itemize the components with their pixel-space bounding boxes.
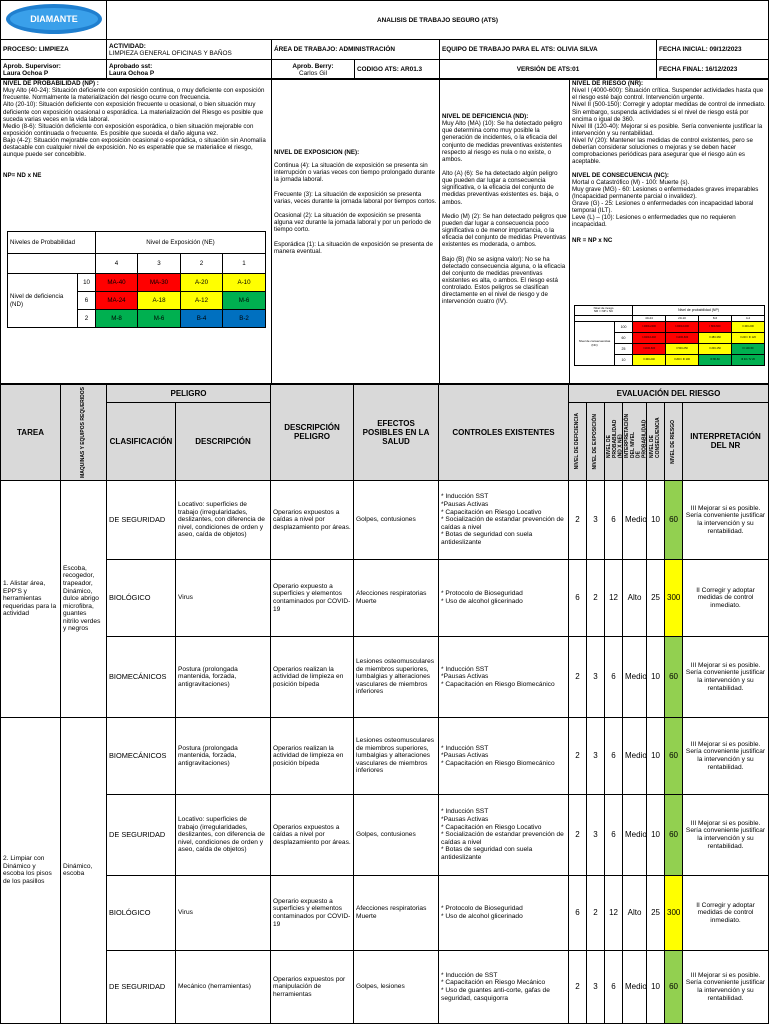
nc-value: 25 (647, 559, 665, 636)
ne-value: 3 (587, 794, 605, 875)
th-interp-np-cell (623, 403, 647, 481)
aprob-berry-cell (272, 60, 355, 80)
nd-2: 2 (78, 310, 96, 328)
th-nd-cell (569, 403, 587, 481)
health-effects: Afecciones respiratorias Muerte (354, 559, 439, 636)
health-effects: Afecciones respiratorias Muerte (354, 875, 439, 950)
nr-title: NIVEL DE RIESGO (NR): (572, 80, 644, 87)
codigo-ats: CODIGO ATS: AR01.3 (355, 60, 440, 80)
nr-value: 300 (665, 875, 683, 950)
nc-value: 10 (647, 950, 665, 1023)
hazard-detail: Operarios expuestos a caídas a nivel por desplazamiento por áreas. (271, 480, 354, 559)
th-ne: NIVEL DE EXPOSICIÓN (591, 413, 598, 470)
mini-np-col: 8-6 (699, 315, 732, 321)
nd-value: 6 (569, 559, 587, 636)
np-interpretation: Medio (623, 480, 647, 559)
ne-value: 3 (587, 717, 605, 794)
np-interpretation: Medio (623, 794, 647, 875)
table-row (1, 950, 769, 1023)
mini-cell: II 200 / III 100 (666, 355, 699, 366)
th-maquinas-cell (61, 385, 107, 481)
np-interpretation: Alto (623, 875, 647, 950)
th-tarea: TAREA (1, 385, 61, 481)
mini-cell: I 1200-600 (666, 333, 699, 344)
mini-cell: II 400-240 (633, 355, 666, 366)
ne-title: NIVEL DE EXPOSICION (NE): (274, 149, 360, 156)
task-equipment: Escoba, recogedor, trapeador, Dinámico, dulce abrigo microfibra, guantes nitrilo verdes y negros (61, 480, 107, 717)
logo-cell (1, 1, 107, 40)
np-cell (1, 79, 272, 384)
hazard-detail: Operarios expuestos a caídas a nivel por desplazamiento por áreas. (271, 794, 354, 875)
classification: DE SEGURIDAD (107, 480, 176, 559)
mini-nc: 10 (615, 355, 633, 366)
header-table (0, 0, 769, 80)
th-interp-np: INTERPRETACIÓN DEL NIVEL DE PROBABILIDAD (624, 414, 648, 459)
table-row (1, 794, 769, 875)
existing-controls: * Inducción SST *Pausas Activas * Capacitación en Riesgo Biomecánico (439, 717, 569, 794)
nr-interpretation: III Mejorar si es posible. Sería conveniente justificar la intervención y su rentabilidad. (683, 636, 769, 717)
matrix-cell: A-12 (181, 292, 223, 310)
fecha-inicial: FECHA INICIAL: 09/12/2023 (657, 40, 769, 60)
matrix-side-label: Nivel de deficiencia (ND) (8, 274, 78, 328)
mini-cell: I 4000-2400 (633, 322, 666, 333)
th-ne-cell (587, 403, 605, 481)
matrix-cell: MA-24 (96, 292, 138, 310)
np-formula: NP= ND x NE (3, 172, 42, 180)
hazard-description: Virus (176, 875, 271, 950)
np-value: 12 (605, 875, 623, 950)
th-nr-cell (665, 403, 683, 481)
hazard-description: Postura (prolongada mantenida, forzada, antigravitaciones) (176, 636, 271, 717)
np-value: 6 (605, 636, 623, 717)
matrix-cell: A-20 (181, 274, 223, 292)
np-interpretation: Medio (623, 950, 647, 1023)
matrix-cell: MA-40 (96, 274, 138, 292)
ne-value: 3 (587, 950, 605, 1023)
nd-value: 2 (569, 480, 587, 559)
np-value: 6 (605, 480, 623, 559)
nc-value: 25 (647, 875, 665, 950)
mini-cell: I 800-600 (699, 322, 732, 333)
aprob-berry-value: Carlos Gil (298, 69, 328, 77)
table-row (1, 480, 769, 559)
nr-value: 60 (665, 950, 683, 1023)
mini-cell: II 480-360 (699, 333, 732, 344)
matrix-cell: MA-30 (138, 274, 181, 292)
actividad-label: ACTIVIDAD: (109, 42, 146, 50)
mini-cell: II 240 / III 120 (732, 333, 765, 344)
aprobado-sst-value: Laura Ochoa P (109, 69, 155, 77)
hazard-description: Locativo: superficies de trabajo (irregularidades, deslizantes, con diferencia de nivel, condiciones de orden y aseo, caída de objetos) (176, 794, 271, 875)
risk-mini-matrix (574, 305, 765, 366)
exposure-2: 2 (181, 254, 223, 274)
nc-text: Mortal o Catastrófico (M) - 100: Muerte (s). Muy grave (MG) - 60: Lesiones o enfermedades graves irreparables (Incapacidad permanente parcial o invalidez). Grave (G) - 25: Lesiones o enfermedades con incapacidad laboral temporal (ILT). Leve (L) – (10): Lesiones o enfermedades que no requieren incapacidad. (572, 178, 759, 229)
th-nr: NIVEL DE RIESGO (669, 419, 676, 464)
mini-cell: II 200-150 (699, 344, 732, 355)
nc-title: NIVEL DE CONSECUENCIA (NC): (572, 171, 669, 179)
matrix-cell: A-18 (138, 292, 181, 310)
hazard-description: Virus (176, 559, 271, 636)
mini-np-header: Nivel de probabilidad (NP) (633, 306, 765, 316)
classification: DE SEGURIDAD (107, 950, 176, 1023)
nr-interpretation: II Corregir y adoptar medidas de control inmediato. (683, 559, 769, 636)
nd-value: 2 (569, 794, 587, 875)
hazard-detail: Operarios realizan la actividad de limpieza en posición bípeda (271, 717, 354, 794)
actividad-value: LIMPIEZA GENERAL OFICINAS Y BAÑOS (109, 49, 232, 57)
np-interpretation: Medio (623, 717, 647, 794)
probability-matrix (7, 231, 266, 328)
nr-cell (570, 79, 769, 384)
matrix-cell: B-2 (223, 310, 266, 328)
nr-text: Nivel I (4000-600): Situación crítica. Suspender actividades hasta que el riesgo esté bajo control. Intervención urgente. Nivel II (500-150): Corregir y adoptar medidas de control de inmediato. Sin embargo, suspenda actividades si el nivel de riesgo está por encima o igual de 360. Nivel III (120-40): Mejorar si es posible. Sería conveniente justificar la intervención y su rentabilidad. Nivel IV (20): Mantener las medidas de control existentes, pero se deberían considerar soluciones o mejoras y se deben hacer comprobaciones periódicas para asegurar que el riesgo aún es aceptable. (572, 87, 766, 166)
info-table (0, 78, 769, 384)
classification: BIOMECÁNICOS (107, 636, 176, 717)
mini-cell: III 100-50 (732, 344, 765, 355)
nr-value: 300 (665, 559, 683, 636)
th-desc-peligro: DESCRIPCIÓN PELIGRO (271, 385, 354, 481)
matrix-cell: M-6 (138, 310, 181, 328)
nd-value: 2 (569, 636, 587, 717)
th-evaluacion: EVALUACIÓN DEL RIESGO (569, 385, 769, 403)
nr-formula: NR = NP x NC (572, 236, 613, 244)
ne-text: Continua (4): La situación de exposición se presenta sin interrupción o varias veces con tiempo prolongado durante la jornada laboral. Frecuente (3): La situación de exposición se presenta varias, veces durante la jornada laboral por tiempos cortos. Ocasional (2): La situación de exposición se presenta alguna vez durante la jornada laboral y por un período de tiempo corto. Esporádica (1): La situación de exposición se presenta de manera eventual. (274, 162, 437, 255)
th-interp-nr: INTERPRETACIÓN DEL NR (683, 403, 769, 481)
nr-interpretation: III Mejorar si es posible. Sería conveniente justificar la intervención y su rentabilidad. (683, 717, 769, 794)
nr-value: 60 (665, 480, 683, 559)
ne-value: 3 (587, 636, 605, 717)
existing-controls: * Inducción SST *Pausas Activas * Capacitación en Riesgo Locativo * Socialización de estandar prevención de caídas a nivel * Botas de seguridad con suela antideslizante (439, 480, 569, 559)
nr-value: 60 (665, 636, 683, 717)
nd-value: 2 (569, 717, 587, 794)
ne-value: 2 (587, 559, 605, 636)
aprob-berry-label: Aprob. Berry: (292, 62, 334, 70)
np-value: 6 (605, 717, 623, 794)
nd-value: 6 (569, 875, 587, 950)
mini-title: Nivel de riesgo NR = NP x NC (575, 306, 633, 316)
th-nc: NIVEL DE CONSECUENCIA (648, 417, 661, 459)
table-row (1, 717, 769, 794)
nd-text: Muy Alto (MA) (10): Se ha detectado peligro que determina como muy posible la generación de incidentes, o la eficacia del conjunto de medidas preventivas existentes respecto al riesgo es nula o no existe, o ambos. Alto (A) (6): Se ha detectado algún peligro que pueden dar lugar a consecuencia significativa, o la eficacia del conjunto de medidas preventivas existentes es. baja, o ambos. Medio (M) (2): Se han detectado peligros que pueden dar lugar a consecuencia poco significativa o de menor importancia, o la eficacia del conjunto de medidas Preventivas existentes es moderada, o ambos. Bajo (B) (No se asigna valor): No se ha detectado consecuencia alguna, o la eficacia del conjunto de medidas preventivas existentes es alta, o ambos. El riesgo está controlado. Estos peligros se clasifican directamente en el nivel de riesgo y de intervención cuatro (IV). (442, 120, 567, 306)
matrix-empty (8, 254, 96, 274)
document-title: ANALISIS DE TRABAJO SEGURO (ATS) (107, 1, 769, 40)
health-effects: Golpes, contusiones (354, 480, 439, 559)
table-row (1, 559, 769, 636)
mini-np-col: 4-2 (732, 315, 765, 321)
exposure-1: 1 (223, 254, 266, 274)
nr-value: 60 (665, 717, 683, 794)
logo-text: DIAMANTE (29, 14, 78, 24)
th-nc-cell (647, 403, 665, 481)
th-efectos: EFECTOS POSIBLES EN LA SALUD (354, 385, 439, 481)
ne-value: 3 (587, 480, 605, 559)
nr-interpretation: III Mejorar si es posible. Sería conveniente justificar la intervención y su rentabilidad. (683, 480, 769, 559)
nr-interpretation: II Corregir y adoptar medidas de control inmediato. (683, 875, 769, 950)
task-rows (1, 480, 769, 1023)
aprobado-sst-label: Aprobado sst: (109, 62, 153, 70)
hazard-detail: Operario expuesto a superficies y elementos contaminados por COVID-19 (271, 875, 354, 950)
hazard-description: Postura (prolongada mantenida, forzada, antigravitaciones) (176, 717, 271, 794)
health-effects: Golpes, lesiones (354, 950, 439, 1023)
mini-cell: III 80-60 (699, 355, 732, 366)
mini-cell: I 2400-1440 (633, 333, 666, 344)
classification: BIOMECÁNICOS (107, 717, 176, 794)
hazard-detail: Operario expuesto a superficies y elementos contaminados por COVID-19 (271, 559, 354, 636)
hazard-description: Mecánico (herramientas) (176, 950, 271, 1023)
matrix-row-header: Niveles de Probabilidad (8, 232, 96, 254)
mini-cell: I 2000-1000 (666, 322, 699, 333)
fecha-final: FECHA FINAL: 16/12/2023 (657, 60, 769, 80)
th-controles: CONTROLES EXISTENTES (439, 385, 569, 481)
th-peligro: PELIGRO (107, 385, 271, 403)
existing-controls: * Inducción SST *Pausas Activas * Capacitación en Riesgo Locativo * Socialización de estandar prevención de caídas a nivel * Botas de seguridad con suela antideslizante (439, 794, 569, 875)
nd-cell (440, 79, 570, 384)
existing-controls: * Inducción SST *Pausas Activas * Capacitación en Riesgo Biomecánico (439, 636, 569, 717)
nr-value: 60 (665, 794, 683, 875)
task-equipment: Dinámico, escoba (61, 717, 107, 1023)
matrix-cell: B-4 (181, 310, 223, 328)
hazard-detail: Operarios expuestos por manipulación de herramientas (271, 950, 354, 1023)
nr-interpretation: III Mejorar si es posible. Sería conveniente justificar la intervención y su rentabilidad. (683, 950, 769, 1023)
matrix-cell: M-6 (223, 292, 266, 310)
existing-controls: * Protocolo de Bioseguridad * Uso de alcohol glicerinado (439, 559, 569, 636)
matrix-col-header: Nivel de Exposición (NE) (96, 232, 266, 254)
risk-table (0, 384, 769, 1024)
np-interpretation: Alto (623, 559, 647, 636)
mini-cell: I 1000-600 (633, 344, 666, 355)
np-value: 6 (605, 950, 623, 1023)
area-trabajo: ÁREA DE TRABAJO: ADMINISTRACIÓN (272, 40, 440, 60)
nc-value: 10 (647, 636, 665, 717)
classification: BIOLÓGICO (107, 559, 176, 636)
mini-nc-label: Nivel de consecuencias (NC) (575, 322, 615, 366)
mini-cell: III 40 / IV 20 (732, 355, 765, 366)
mini-np-col: 20-10 (666, 315, 699, 321)
task-name: 1. Alistar área, EPP'S y herramientas requeridas para la actividad (1, 480, 61, 717)
nd-value: 2 (569, 950, 587, 1023)
hazard-description: Locativo: superficies de trabajo (irregularidades, deslizantes, con diferencia de nivel, condiciones de orden y aseo, caída de objetos) (176, 480, 271, 559)
exposure-4: 4 (96, 254, 138, 274)
th-nd: NIVEL DE DEFICIENCIA (573, 413, 580, 470)
hazard-detail: Operarios realizan la actividad de limpieza en posición bípeda (271, 636, 354, 717)
th-maquinas: MAQUINAS Y EQUIPOS REQUERIDOS (79, 387, 86, 478)
health-effects: Lesiones osteomusculares de miembros superiores, lumbalgias y alteraciones vasculares de miembros inferiores (354, 717, 439, 794)
existing-controls: * Protocolo de Bioseguridad * Uso de alcohol glicerinado (439, 875, 569, 950)
equipo-trabajo: EQUIPO DE TRABAJO PARA EL ATS: OLIVIA SILVA (440, 40, 657, 60)
proceso: PROCESO: LIMPIEZA (1, 40, 107, 60)
diamante-logo (4, 2, 104, 36)
mini-cell: II 500-250 (666, 344, 699, 355)
table-row (1, 636, 769, 717)
nc-value: 10 (647, 717, 665, 794)
aprobado-sst-cell (107, 60, 272, 80)
mini-np-col: 40-24 (633, 315, 666, 321)
th-np-cell (605, 403, 623, 481)
version-ats: VERSIÓN DE ATS:01 (440, 60, 657, 80)
np-text: Muy Alto (40-24): Situación deficiente con exposición continua, o muy deficiente con exposición frecuente. Normalmente la materialización del riesgo ocurre con frecuencia. Alto (20-10): Situación deficiente con exposición frecuente u ocasional, o bien situación muy deficiente con exposición ocasional o esporádica. La materialización del Riesgo es posible que suceda varias veces en la vida laboral. Medio (8-6): Situación deficiente con exposición esporádica, o bien situación mejorable con exposición continuada o frecuente. Es posible que suceda el daño alguna vez. Bajo (4-2): Situación mejorable con exposición ocasional o esporádica, o situación sin Anomalía destacable con cualquier nivel de exposición. No es esperable que se materialice el riesgo, aunque puede ser concebible. (3, 87, 266, 159)
classification: DE SEGURIDAD (107, 794, 176, 875)
th-descripcion: DESCRIPCIÓN (176, 403, 271, 481)
nd-6: 6 (78, 292, 96, 310)
th-clasificacion: CLASIFICACIÓN (107, 403, 176, 481)
classification: BIOLÓGICO (107, 875, 176, 950)
np-value: 12 (605, 559, 623, 636)
existing-controls: * Inducción de SST * Capacitación en Riesgo Mecánico * Uso de guantes anti-corte, gafas de seguridad, casquigorra (439, 950, 569, 1023)
mini-nc: 60 (615, 333, 633, 344)
matrix-cell: A-10 (223, 274, 266, 292)
np-title: NIVEL DE PROBABILIDAD (NP) : (3, 80, 99, 87)
actividad-cell (107, 40, 272, 60)
matrix-cell: M-8 (96, 310, 138, 328)
nd-10: 10 (78, 274, 96, 292)
th-np: NIVEL DE PROBABILIDAD (ND X NE) (606, 420, 624, 459)
mini-cell: II 400-200 (732, 322, 765, 333)
mini-nc: 100 (615, 322, 633, 333)
np-interpretation: Medio (623, 636, 647, 717)
ne-value: 2 (587, 875, 605, 950)
table-row (1, 875, 769, 950)
ne-cell (272, 79, 440, 384)
mini-nc: 25 (615, 344, 633, 355)
aprob-supervisor-label: Aprob. Supervisor: (3, 62, 61, 70)
task-name: 2. Limpiar con Dinámico y escoba los pisos de los pasillos (1, 717, 61, 1023)
exposure-3: 3 (138, 254, 181, 274)
health-effects: Golpes, contusiones (354, 794, 439, 875)
aprob-supervisor-value: Laura Ochoa P (3, 69, 49, 77)
health-effects: Lesiones osteomusculares de miembros superiores, lumbalgias y alteraciones vasculares de miembros inferiores (354, 636, 439, 717)
nc-value: 10 (647, 480, 665, 559)
nc-value: 10 (647, 794, 665, 875)
nd-title: NIVEL DE DEFICIENCIA (ND): (442, 113, 529, 120)
nr-interpretation: III Mejorar si es posible. Sería conveniente justificar la intervención y su rentabilidad. (683, 794, 769, 875)
aprob-supervisor-cell (1, 60, 107, 80)
np-value: 6 (605, 794, 623, 875)
